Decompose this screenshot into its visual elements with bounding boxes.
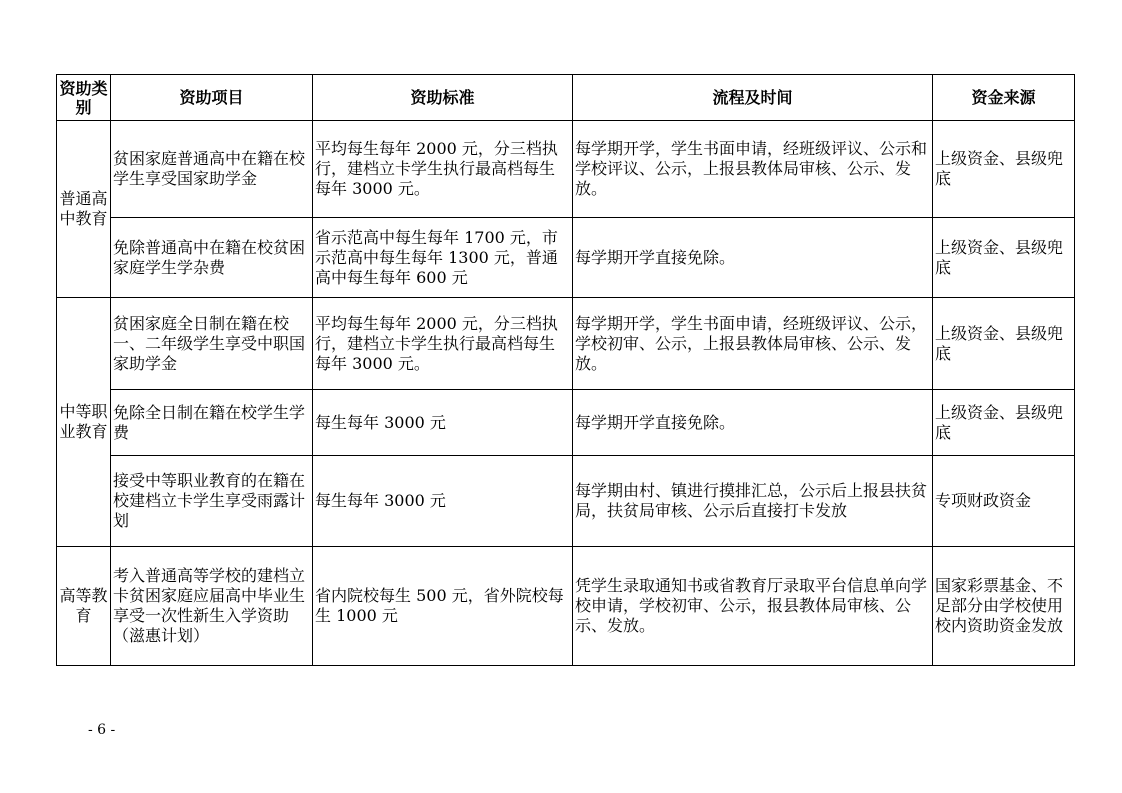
item-cell: 贫困家庭全日制在籍在校一、二年级学生享受中职国家助学金 <box>111 298 313 390</box>
table-row <box>57 547 1075 666</box>
source-cell: 上级资金、县级兜底 <box>933 121 1075 218</box>
category-cell: 普通高中教育 <box>57 121 111 298</box>
header-row <box>57 75 1075 121</box>
standard-cell: 每生每年 3000 元 <box>313 390 573 456</box>
standard-cell: 每生每年 3000 元 <box>313 456 573 547</box>
source-cell: 上级资金、县级兜底 <box>933 298 1075 390</box>
standard-cell: 平均每生每年 2000 元，分三档执行，建档立卡学生执行最高档每生每年 3000 元。 <box>313 298 573 390</box>
source-cell: 专项财政资金 <box>933 456 1075 547</box>
process-cell: 每学期开学直接免除。 <box>573 218 933 298</box>
table-row <box>57 456 1075 547</box>
header-item: 资助项目 <box>111 75 313 121</box>
item-cell: 考入普通高等学校的建档立卡贫困家庭应届高中毕业生享受一次性新生入学资助（滋惠计划） <box>111 547 313 666</box>
process-cell: 每学期开学，学生书面申请，经班级评议、公示，学校初审、公示，上报县教体局审核、公示、发放。 <box>573 298 933 390</box>
table-row <box>57 390 1075 456</box>
item-cell: 免除全日制在籍在校学生学费 <box>111 390 313 456</box>
page-number: - 6 - <box>88 722 116 738</box>
table-row <box>57 218 1075 298</box>
standard-cell: 省示范高中每生每年 1700 元，市示范高中每生每年 1300 元，普通高中每生每年 600 元 <box>313 218 573 298</box>
process-cell: 凭学生录取通知书或省教育厅录取平台信息单向学校申请，学校初审、公示，报县教体局审核、公示、发放。 <box>573 547 933 666</box>
header-source: 资金来源 <box>933 75 1075 121</box>
header-standard: 资助标准 <box>313 75 573 121</box>
table-row <box>57 121 1075 218</box>
source-cell: 国家彩票基金、不足部分由学校使用校内资助资金发放 <box>933 547 1075 666</box>
process-cell: 每学期开学直接免除。 <box>573 390 933 456</box>
source-cell: 上级资金、县级兜底 <box>933 218 1075 298</box>
process-cell: 每学期开学，学生书面申请，经班级评议、公示和学校评议、公示，上报县教体局审核、公示、发放。 <box>573 121 933 218</box>
standard-cell: 省内院校每生 500 元，省外院校每生 1000 元 <box>313 547 573 666</box>
item-cell: 贫困家庭普通高中在籍在校学生享受国家助学金 <box>111 121 313 218</box>
category-cell: 高等教育 <box>57 547 111 666</box>
source-cell: 上级资金、县级兜底 <box>933 390 1075 456</box>
item-cell: 接受中等职业教育的在籍在校建档立卡学生享受雨露计划 <box>111 456 313 547</box>
item-cell: 免除普通高中在籍在校贫困家庭学生学杂费 <box>111 218 313 298</box>
standard-cell: 平均每生每年 2000 元，分三档执行，建档立卡学生执行最高档每生每年 3000 元。 <box>313 121 573 218</box>
category-cell: 中等职业教育 <box>57 298 111 547</box>
table-row <box>57 298 1075 390</box>
funding-table <box>56 74 1075 666</box>
header-process: 流程及时间 <box>573 75 933 121</box>
header-category: 资助类别 <box>57 75 111 121</box>
process-cell: 每学期由村、镇进行摸排汇总，公示后上报县扶贫局，扶贫局审核、公示后直接打卡发放 <box>573 456 933 547</box>
